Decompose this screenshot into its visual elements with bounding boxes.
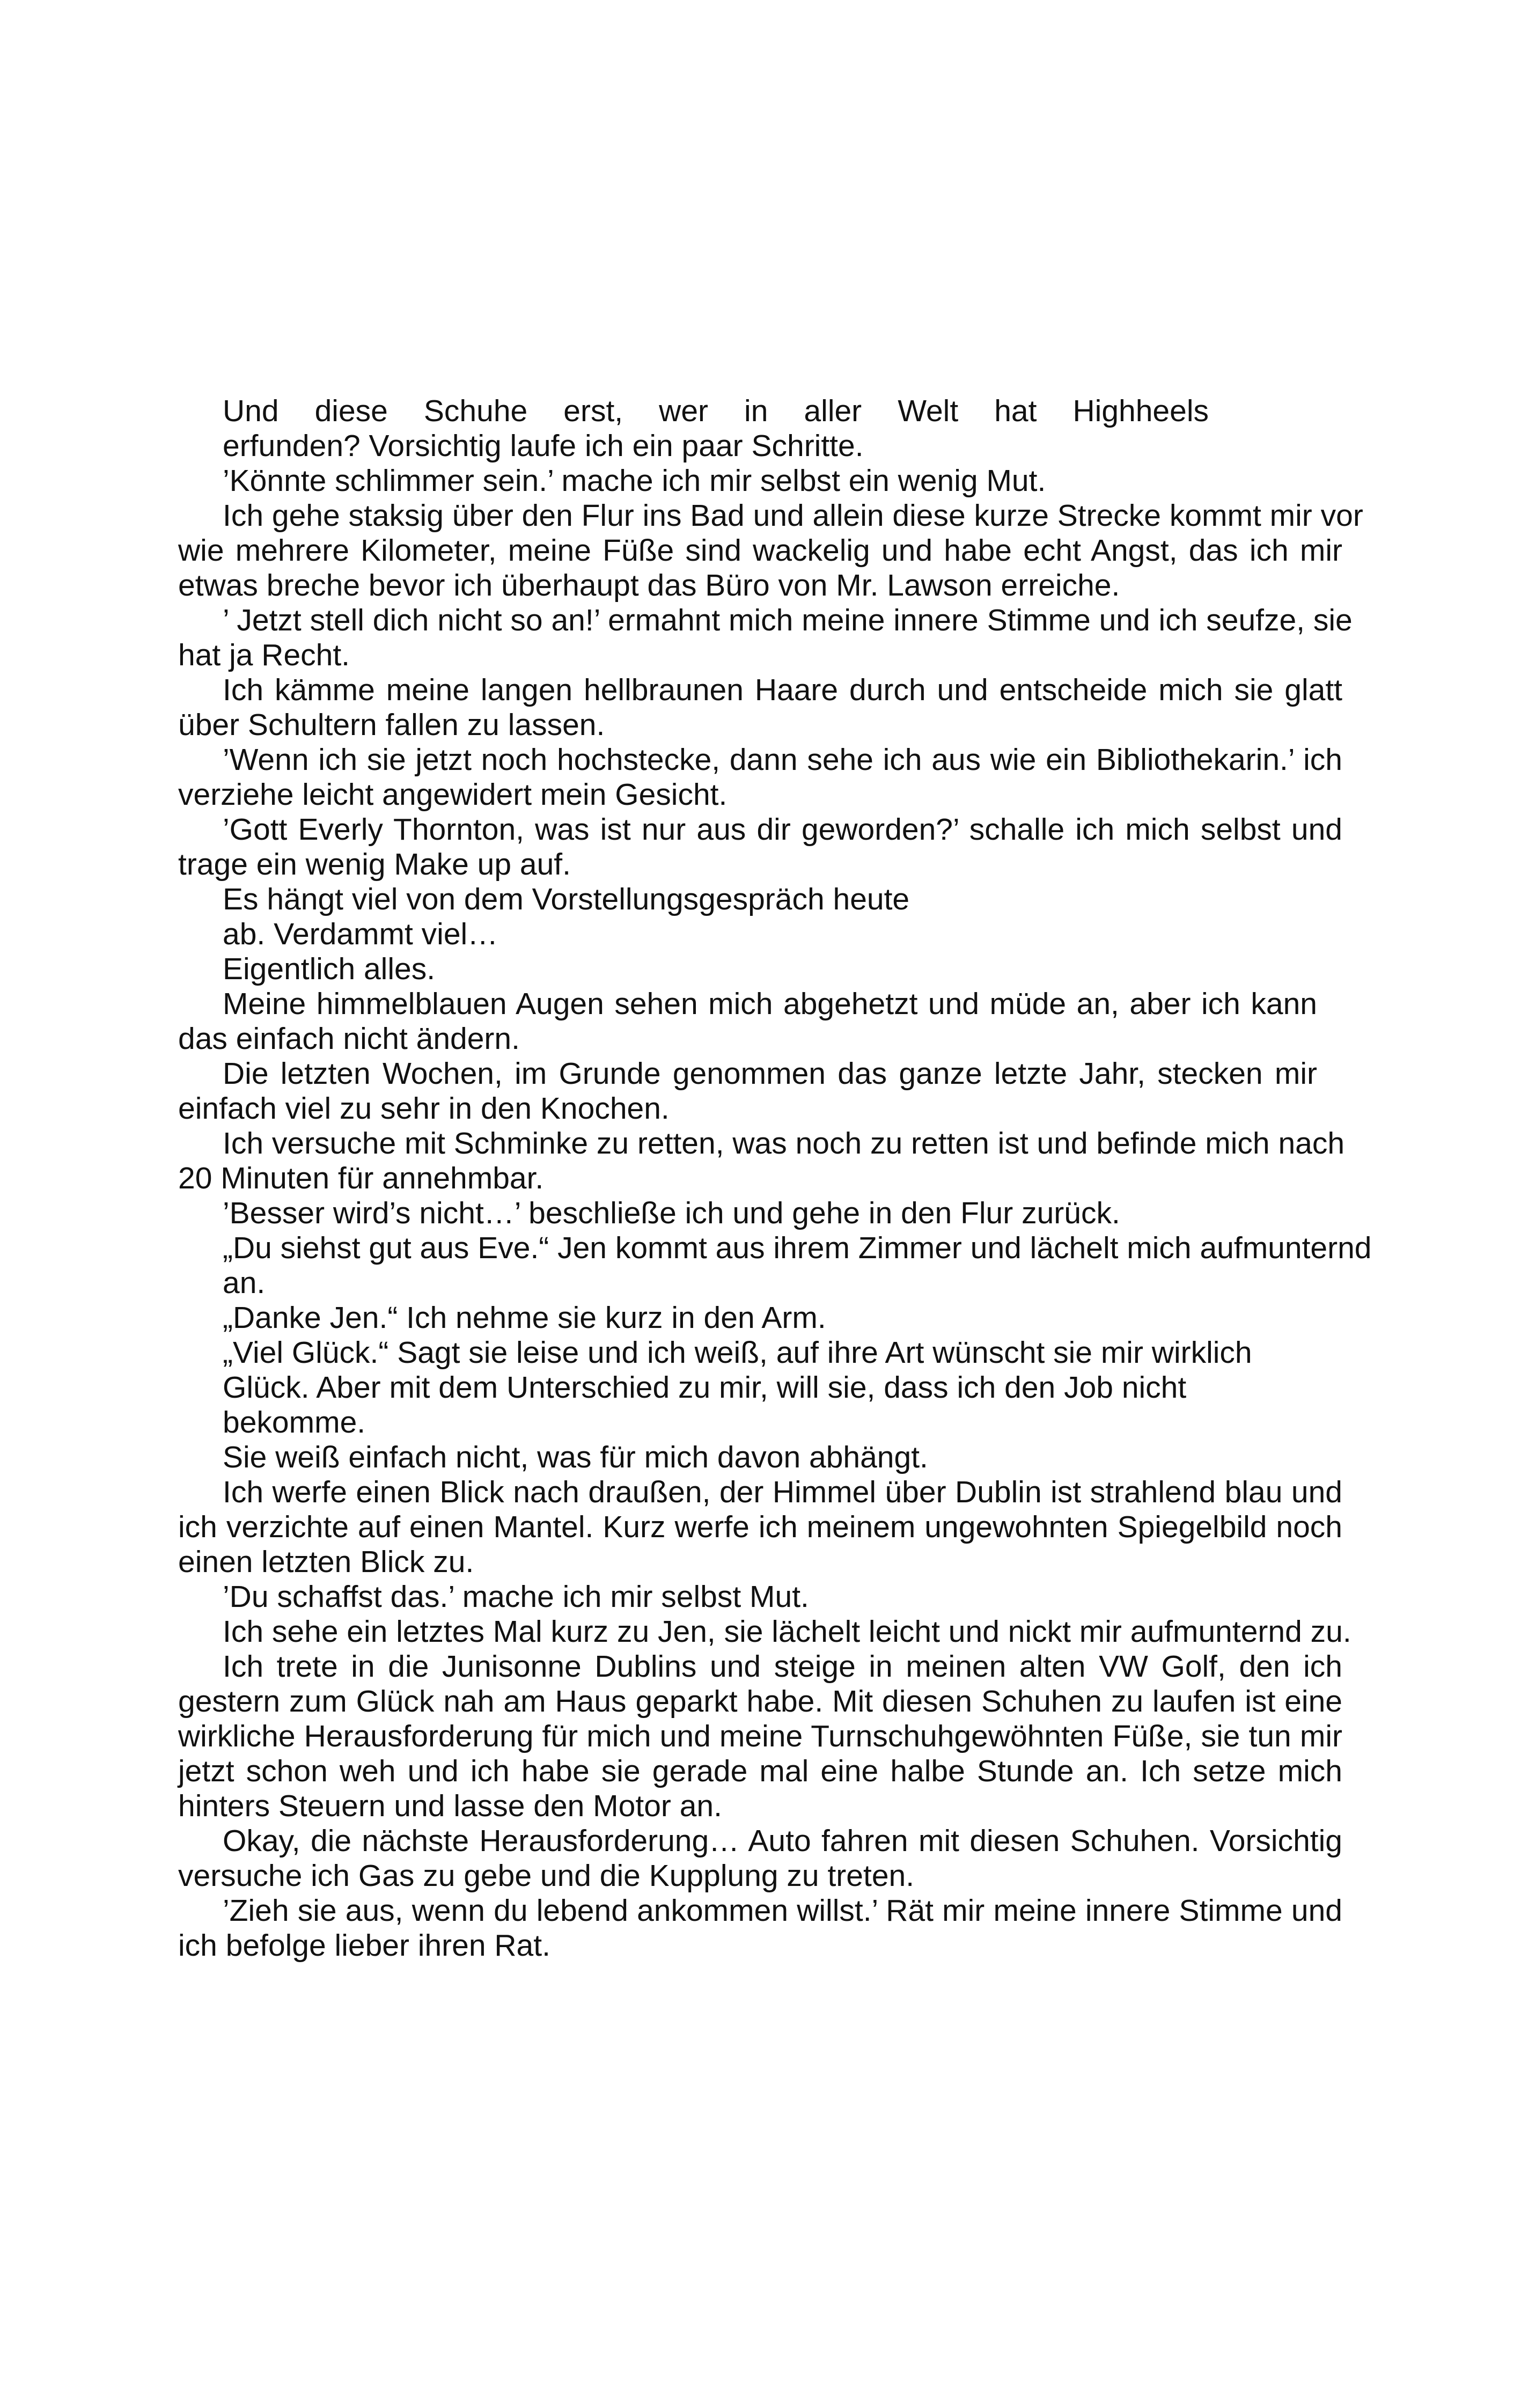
- text-line: Und diese Schuhe erst, wer in aller Welt hat Highheels: [223, 394, 1209, 428]
- text-line: einen letzten Blick zu.: [178, 1545, 474, 1579]
- text-line: ’Besser wird’s nicht…’ beschließe ich und gehe in den Flur zurück.: [223, 1196, 1120, 1230]
- text-line: einfach viel zu sehr in den Knochen.: [178, 1091, 670, 1126]
- text-line: Ich sehe ein letztes Mal kurz zu Jen, sie lächelt leicht und nickt mir aufmunternd zu.: [223, 1614, 1351, 1649]
- text-line: ’ Jetzt stell dich nicht so an!’ ermahnt mich meine innere Stimme und ich seufze, sie: [223, 603, 1353, 637]
- text-line: hat ja Recht.: [178, 638, 350, 672]
- text-line: Eigentlich alles.: [223, 952, 436, 986]
- text-line: bekomme.: [223, 1405, 366, 1440]
- text-line: Es hängt viel von dem Vorstellungsgespräch heute: [223, 882, 910, 916]
- text-line: Ich werfe einen Blick nach draußen, der Himmel über Dublin ist strahlend blau und: [223, 1475, 1342, 1509]
- text-line: 20 Minuten für annehmbar.: [178, 1161, 544, 1195]
- text-line: wie mehrere Kilometer, meine Füße sind wackelig und habe echt Angst, das ich mir: [178, 533, 1342, 568]
- text-line: trage ein wenig Make up auf.: [178, 847, 571, 882]
- text-line: an.: [223, 1266, 266, 1300]
- text-line: Ich gehe staksig über den Flur ins Bad und allein diese kurze Strecke kommt mir vor: [223, 498, 1363, 533]
- text-line: „Viel Glück.“ Sagt sie leise und ich weiß, auf ihre Art wünscht sie mir wirklich: [223, 1335, 1252, 1370]
- text-line: ’Du schaffst das.’ mache ich mir selbst Mut.: [223, 1580, 809, 1614]
- text-line: gestern zum Glück nah am Haus geparkt habe. Mit diesen Schuhen zu laufen ist eine: [178, 1684, 1342, 1719]
- text-line: ’Könnte schlimmer sein.’ mache ich mir selbst ein wenig Mut.: [223, 464, 1046, 498]
- text-line: Okay, die nächste Herausforderung… Auto fahren mit diesen Schuhen. Vorsichtig: [223, 1824, 1342, 1858]
- text-line: ’Gott Everly Thornton, was ist nur aus dir geworden?’ schalle ich mich selbst und: [223, 812, 1342, 847]
- text-line: Sie weiß einfach nicht, was für mich davon abhängt.: [223, 1440, 928, 1474]
- text-line: verziehe leicht angewidert mein Gesicht.: [178, 777, 728, 812]
- text-line: erfunden? Vorsichtig laufe ich ein paar Schritte.: [223, 429, 864, 463]
- text-line: Ich kämme meine langen hellbraunen Haare durch und entscheide mich sie glatt: [223, 673, 1342, 707]
- text-line: Glück. Aber mit dem Unterschied zu mir, will sie, dass ich den Job nicht: [223, 1370, 1187, 1405]
- text-line: das einfach nicht ändern.: [178, 1022, 520, 1056]
- text-line: versuche ich Gas zu gebe und die Kupplung zu treten.: [178, 1859, 915, 1893]
- text-line: Ich trete in die Junisonne Dublins und steige in meinen alten VW Golf, den ich: [223, 1649, 1342, 1684]
- text-line: Die letzten Wochen, im Grunde genommen das ganze letzte Jahr, stecken mir: [223, 1056, 1317, 1091]
- text-line: „Danke Jen.“ Ich nehme sie kurz in den Arm.: [223, 1301, 826, 1335]
- text-line: hinters Steuern und lasse den Motor an.: [178, 1789, 722, 1823]
- text-line: über Schultern fallen zu lassen.: [178, 708, 605, 742]
- text-line: wirkliche Herausforderung für mich und meine Turnschuhgewöhnten Füße, sie tun mir: [178, 1719, 1342, 1753]
- text-line: „Du siehst gut aus Eve.“ Jen kommt aus ihrem Zimmer und lächelt mich aufmunternd: [223, 1231, 1372, 1265]
- body-text: [178, 394, 1372, 1963]
- text-line: ich verzichte auf einen Mantel. Kurz werfe ich meinem ungewohnten Spiegelbild noch: [178, 1510, 1342, 1544]
- text-line: ’Wenn ich sie jetzt noch hochstecke, dann sehe ich aus wie ein Bibliothekarin.’ ich: [223, 743, 1342, 777]
- text-line: Meine himmelblauen Augen sehen mich abgehetzt und müde an, aber ich kann: [223, 987, 1317, 1021]
- text-line: ab. Verdammt viel…: [223, 917, 498, 951]
- text-line: jetzt schon weh und ich habe sie gerade mal eine halbe Stunde an. Ich setze mich: [178, 1754, 1342, 1788]
- text-line: ich befolge lieber ihren Rat.: [178, 1928, 550, 1963]
- text-line: Ich versuche mit Schminke zu retten, was noch zu retten ist und befinde mich nach: [223, 1126, 1345, 1161]
- text-line: etwas breche bevor ich überhaupt das Büro von Mr. Lawson erreiche.: [178, 568, 1120, 603]
- text-line: ’Zieh sie aus, wenn du lebend ankommen willst.’ Rät mir meine innere Stimme und: [223, 1893, 1342, 1928]
